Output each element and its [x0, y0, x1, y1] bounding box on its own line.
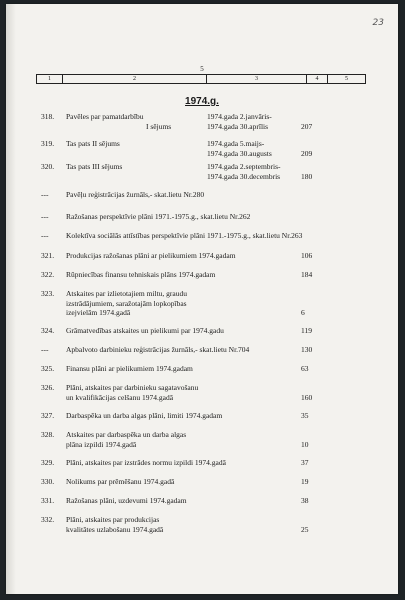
- item-page-count: 184: [301, 270, 313, 279]
- item-number: ---: [41, 190, 49, 199]
- item-title: [66, 364, 366, 374]
- item-title: [66, 162, 206, 172]
- item-title: [66, 496, 366, 506]
- item-number: 325.: [41, 364, 55, 373]
- item-title: [66, 345, 366, 355]
- column-header: 1: [37, 75, 63, 83]
- item-title: [66, 383, 206, 402]
- item-page-count: 119: [301, 326, 312, 335]
- item-page-count: 207: [301, 121, 313, 131]
- column-header: 3: [207, 75, 307, 83]
- item-date-line: 1974.gada 30.augusts: [207, 148, 272, 158]
- item-title-line: plāna izpildi 1974.gadā: [66, 439, 137, 449]
- column-header: 2: [63, 75, 207, 83]
- item-title-line: Nolikums par prēmēšanu 1974.gadā: [66, 477, 175, 486]
- item-page-count: 106: [301, 251, 313, 260]
- item-dates: [207, 162, 297, 181]
- item-page-count: 180: [301, 171, 313, 181]
- item-date-line: 1974.gada 5.maijs-: [207, 139, 265, 148]
- item-title-line: Darbaspēka un darba algas plāni, limiti 1974.gadam: [66, 411, 223, 420]
- item-title-line: Tas pats II sējums: [66, 139, 120, 148]
- item-title: [66, 190, 366, 200]
- item-dates: [207, 139, 297, 158]
- item-page-count: 63: [301, 364, 309, 373]
- item-number: ---: [41, 345, 49, 354]
- item-title-line: Plāni, atskaites par produkcijas: [66, 515, 160, 524]
- item-title-line: Pavēļu reģistrācijas žurnāls,- skat.lietu Nr.280: [66, 190, 205, 199]
- item-number: 323.: [41, 289, 55, 298]
- item-title-line: izstrādājumiem, saražotajām lopkopības: [66, 298, 187, 308]
- item-number: 332.: [41, 515, 55, 524]
- corner-page-annotation: 23: [372, 18, 384, 28]
- item-title: [66, 477, 366, 487]
- item-page-count: 38: [301, 496, 309, 505]
- item-title-line: Produkcijas ražošanas plāni ar pielikumiem 1974.gadam: [66, 251, 236, 260]
- item-title-line: Ražošanas perspektīvie plāni 1971.-1975.g., skat.lietu Nr.262: [66, 212, 251, 221]
- item-title-line: kvalitātes uzlabošanu 1974.gadā: [66, 524, 164, 534]
- year-heading: 1974.g.: [185, 96, 219, 107]
- item-number: 324.: [41, 326, 55, 335]
- item-page-count: 130: [301, 345, 313, 354]
- item-number: ---: [41, 231, 49, 240]
- item-title-line: Kolektīva sociālās attīstības perspektīvie plāni 1971.-1975.g., skat.lietu Nr.263: [66, 231, 303, 240]
- item-page-count: 209: [301, 148, 313, 158]
- item-title: [66, 212, 366, 222]
- item-number: 322.: [41, 270, 55, 279]
- item-title-line: Finansu plāni ar pielikumiem 1974.gadam: [66, 364, 193, 373]
- document-page: [6, 4, 398, 594]
- item-number: ---: [41, 212, 49, 221]
- item-title-line: Grāmatvedības atskaites un pielikumi par 1974.gadu: [66, 326, 224, 335]
- item-title-line: izejvielām 1974.gadā: [66, 308, 131, 317]
- item-title: [66, 231, 366, 241]
- item-title: [66, 112, 206, 131]
- item-title-line: Plāni, atskaites par darbinieku sagatavošanu: [66, 383, 199, 392]
- item-number: 330.: [41, 477, 55, 486]
- column-header: 5: [345, 76, 348, 82]
- item-number: 321.: [41, 251, 55, 260]
- item-title: [66, 411, 366, 421]
- column-header: 4: [307, 75, 328, 83]
- item-title-line: I sējums: [146, 121, 172, 131]
- item-number: 328.: [41, 430, 55, 439]
- item-page-count: 160: [301, 392, 313, 402]
- item-number: 327.: [41, 411, 55, 420]
- page-number: 5: [200, 65, 204, 73]
- item-title-line: Pavēles par pamatdarbību: [66, 112, 144, 121]
- item-page-count: 19: [301, 477, 309, 486]
- item-date-line: 1974.gada 30.decembris: [207, 171, 281, 181]
- item-title: [66, 251, 366, 261]
- item-title: [66, 458, 366, 468]
- item-title: [66, 326, 366, 336]
- item-number: 319.: [41, 139, 55, 148]
- item-title-line: Apbalvoto darbinieku reģistrācijas žurnāls,- skat.lietu Nr.704: [66, 345, 250, 354]
- item-title-line: Atskaites par darbaspēka un darba algas: [66, 430, 187, 439]
- item-number: 320.: [41, 162, 55, 171]
- item-date-line: 1974.gada 30.aprīlis: [207, 121, 269, 131]
- column-header-row: [36, 74, 366, 84]
- item-page-count: 10: [301, 439, 309, 449]
- item-page-count: 35: [301, 411, 309, 420]
- item-page-count: 6: [301, 308, 305, 317]
- item-number: 329.: [41, 458, 55, 467]
- item-number: 331.: [41, 496, 55, 505]
- item-title-line: Rūpniecības finansu tehniskais plāns 1974.gadam: [66, 270, 216, 279]
- item-date-line: 1974.gada 2.janvāris-: [207, 112, 272, 121]
- item-page-count: 25: [301, 524, 309, 534]
- item-title: [66, 270, 366, 280]
- item-title-line: Tas pats III sējums: [66, 162, 123, 171]
- binding-edge: [6, 4, 16, 594]
- item-title-line: Atskaites par izlietotajiem miltu, graudu: [66, 289, 188, 298]
- item-dates: [207, 112, 297, 131]
- item-number: 326.: [41, 383, 55, 392]
- item-title: [66, 289, 206, 318]
- item-title-line: un kvalifikācijas celšanu 1974.gadā: [66, 392, 174, 402]
- item-title-line: Plāni, atskaites par izstrādes normu izpildi 1974.gadā: [66, 458, 226, 467]
- item-page-count: 37: [301, 458, 309, 467]
- item-date-line: 1974.gada 2.septembris-: [207, 162, 281, 171]
- item-title: [66, 139, 206, 149]
- item-title: [66, 515, 206, 534]
- item-title: [66, 430, 206, 449]
- item-title-line: Ražošanas plāni, uzdevumi 1974.gadam: [66, 496, 187, 505]
- item-number: 318.: [41, 112, 55, 121]
